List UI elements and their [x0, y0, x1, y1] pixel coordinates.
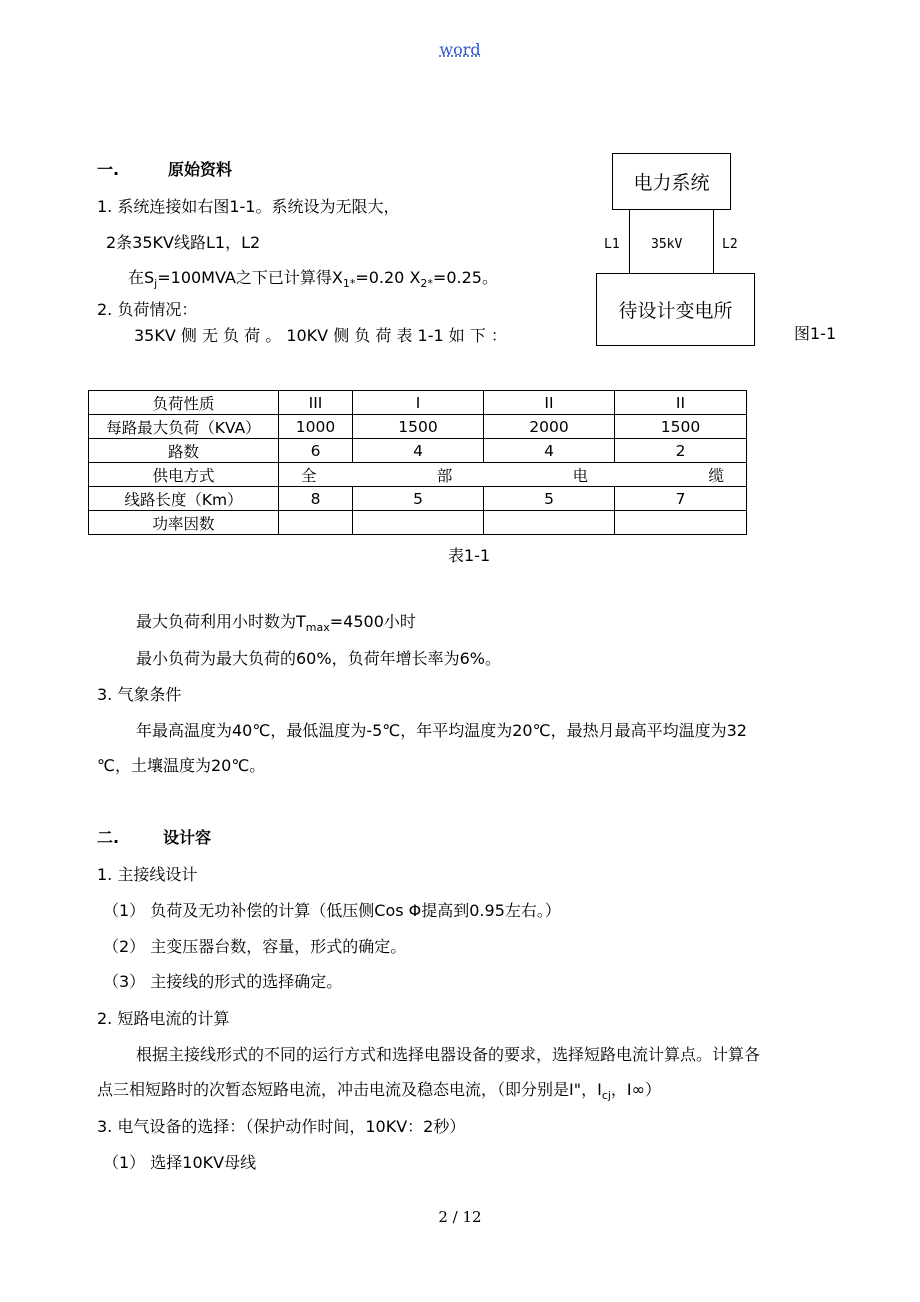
s2-item2-line2: 点三相短路时的次暂态短路电流，冲击电流及稳态电流，（即分别是I"，$I_{cj}$，I∞） [97, 1080, 661, 1103]
s2-item3-sub1: （1） 选择10KV母线 [103, 1153, 257, 1172]
item2-line: 35KV 侧 无 负 荷 。 10KV 侧 负 荷 表 1-1 如 下 ： [134, 326, 507, 345]
section-1-title: 原始资料 [168, 160, 233, 179]
table-row-header: 负荷性质 [89, 391, 279, 415]
tmax-line: 最大负荷利用小时数为$T_{max}=4500$小时 [136, 612, 416, 635]
diagram-power-system-box: 电力系统 [612, 153, 731, 210]
spread-char: 缆 [708, 466, 724, 485]
s2-item2-title: 2. 短路电流的计算 [97, 1009, 230, 1028]
diagram-substation-box: 待设计变电所 [596, 273, 755, 346]
table-cell: 7 [615, 487, 747, 511]
section-2-title: 设计容 [163, 828, 212, 847]
table-row [89, 463, 747, 487]
section-1-number: 一. [97, 160, 120, 179]
section-2-number: 二. [97, 828, 120, 847]
table-cell: I [353, 391, 484, 415]
diagram-label-l1: L1 [604, 237, 620, 252]
table-cell: II [615, 391, 747, 415]
weather-title: 3. 气象条件 [97, 685, 182, 704]
weather-line1: 年最高温度为40℃，最低温度为-5℃，年平均温度为20℃，最热月最高平均温度为32 [136, 721, 747, 740]
table-cell: 5 [484, 487, 615, 511]
table-row [89, 439, 747, 463]
load-table [88, 390, 747, 535]
s2-sub3: （3） 主接线的形式的选择确定。 [103, 972, 343, 991]
table-cell: III [279, 391, 353, 415]
table-cell: 8 [279, 487, 353, 511]
spread-char: 电 [572, 466, 589, 485]
table-cell: 2 [615, 439, 747, 463]
table-cell: 6 [279, 439, 353, 463]
table-row [89, 487, 747, 511]
s2-item3-title: 3. 电气设备的选择：（保护动作时间，10KV：2秒） [97, 1117, 466, 1136]
table-row-header: 功率因数 [89, 511, 279, 535]
spread-char: 部 [436, 466, 453, 485]
table-cell [279, 511, 353, 535]
item1-line2: 2条35KV线路L1，L2 [106, 233, 261, 252]
item2-title: 2. 负荷情况： [97, 300, 198, 319]
table-cell: II [484, 391, 615, 415]
table-row [89, 391, 747, 415]
page-number: 2 / 12 [438, 1208, 482, 1226]
page-header-title[interactable]: word [439, 40, 481, 59]
diagram-line-l1 [629, 210, 630, 273]
spread-char: 全 [301, 466, 317, 485]
table-cell: 4 [484, 439, 615, 463]
s2-item1-title: 1. 主接线设计 [97, 865, 198, 884]
item1-line3: 在$S_j=100MVA$之下已计算得$X_{1*}=0.20$ $X_{2*}=0.25$。 [128, 268, 498, 291]
min-load-line: 最小负荷为最大负荷的60%，负荷年增长率为6%。 [136, 649, 501, 668]
diagram-line-l2 [713, 210, 714, 273]
table-row [89, 415, 747, 439]
table-row-header: 供电方式 [89, 463, 279, 487]
weather-line2: ℃，土壤温度为20℃。 [97, 756, 266, 775]
table-row-header: 路数 [89, 439, 279, 463]
table-cell: 1000 [279, 415, 353, 439]
diagram-label-l2: L2 [722, 237, 738, 252]
table-cell [353, 511, 484, 535]
diagram-caption: 图1-1 [794, 324, 837, 343]
item1-line1: 1. 系统连接如右图1-1。系统设为无限大， [97, 197, 400, 216]
table-cell: 5 [353, 487, 484, 511]
table-row-header: 线路长度（Km） [89, 487, 279, 511]
table-cell: 2000 [484, 415, 615, 439]
table-row [89, 511, 747, 535]
s2-item2-line1: 根据主接线形式的不同的运行方式和选择电器设备的要求，选择短路电流计算点。计算各 [136, 1045, 761, 1064]
table-cell-merged [279, 463, 747, 487]
table-cell: 1500 [615, 415, 747, 439]
table-caption: 表1-1 [448, 546, 491, 565]
table-row-header: 每路最大负荷（KVA） [89, 415, 279, 439]
s2-sub2: （2） 主变压器台数，容量，形式的确定。 [103, 937, 407, 956]
diagram-label-voltage: 35kV [651, 237, 683, 252]
s2-sub1: （1） 负荷及无功补偿的计算（低压侧Cos Φ提高到0.95左右。） [103, 901, 561, 920]
table-cell: 4 [353, 439, 484, 463]
table-cell [615, 511, 747, 535]
table-cell [484, 511, 615, 535]
table-cell: 1500 [353, 415, 484, 439]
